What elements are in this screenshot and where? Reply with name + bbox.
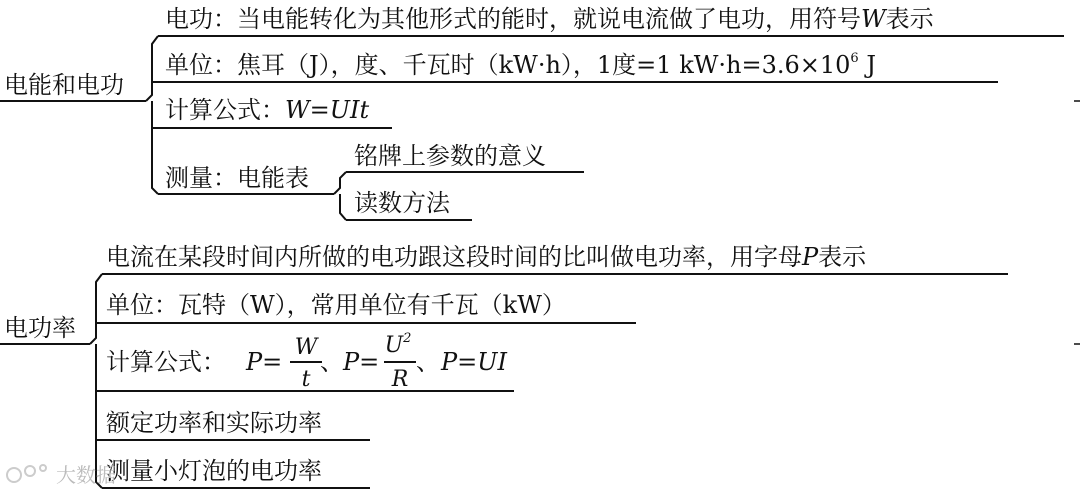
energy-work-brace [146, 36, 158, 194]
watermark [7, 463, 116, 487]
power-formula-prefix: 计算公式： [106, 348, 226, 376]
power-formula-sep-1: 、 [320, 348, 344, 376]
power-formula-2-lhs: P= [343, 348, 380, 376]
energy-work-unit: 单位：焦耳（J），度、千瓦时（kW·h），1度=1 $kW\cdot h=3.6\times 10^6$ J [165, 51, 876, 79]
power-formula-3: P=UI [441, 348, 507, 376]
measurement-brace [334, 172, 346, 220]
electric-power-rated-actual: 额定功率和实际功率 [106, 409, 322, 437]
electric-power-bulb-measurement: 测量小灯泡的电功率 [106, 457, 322, 485]
energy-work-formula: 计算公式：W=UIt [165, 96, 370, 124]
energy-work-definition: 电功：当电能转化为其他形式的能时，就说电流做了电功，用符号W表示 [165, 5, 934, 33]
power-formula-1-numerator: W [294, 335, 318, 360]
watermark-logo-icon [7, 465, 46, 482]
energy-work-section [0, 5, 1064, 220]
measurement-child-reading: 读数方法 [354, 189, 450, 217]
electric-power-brace [90, 274, 102, 488]
power-formula-2-denominator: R [391, 367, 409, 392]
power-formula-1-lhs: P= [246, 348, 283, 376]
power-formula-2-numerator: $U^2$ [384, 331, 412, 358]
power-formula-1-denominator: t [301, 367, 311, 392]
electric-power-unit: 单位：瓦特（W），常用单位有千瓦（kW） [106, 291, 566, 319]
measurement-child-nameplate: 铭牌上参数的意义 [354, 142, 546, 170]
power-formula-sep-2: 、 [416, 348, 440, 376]
electric-power-title: 电功率 [4, 314, 76, 342]
energy-work-title: 电能和电功 [4, 71, 124, 99]
energy-work-measurement: 测量：电能表 [165, 164, 309, 192]
watermark-text: 大数据 [56, 463, 116, 487]
electric-power-formula [106, 331, 507, 392]
electric-power-definition: 电流在某段时间内所做的电功跟这段时间的比叫做电功率，用字母P表示 [106, 243, 867, 271]
electric-power-section [0, 243, 1008, 488]
